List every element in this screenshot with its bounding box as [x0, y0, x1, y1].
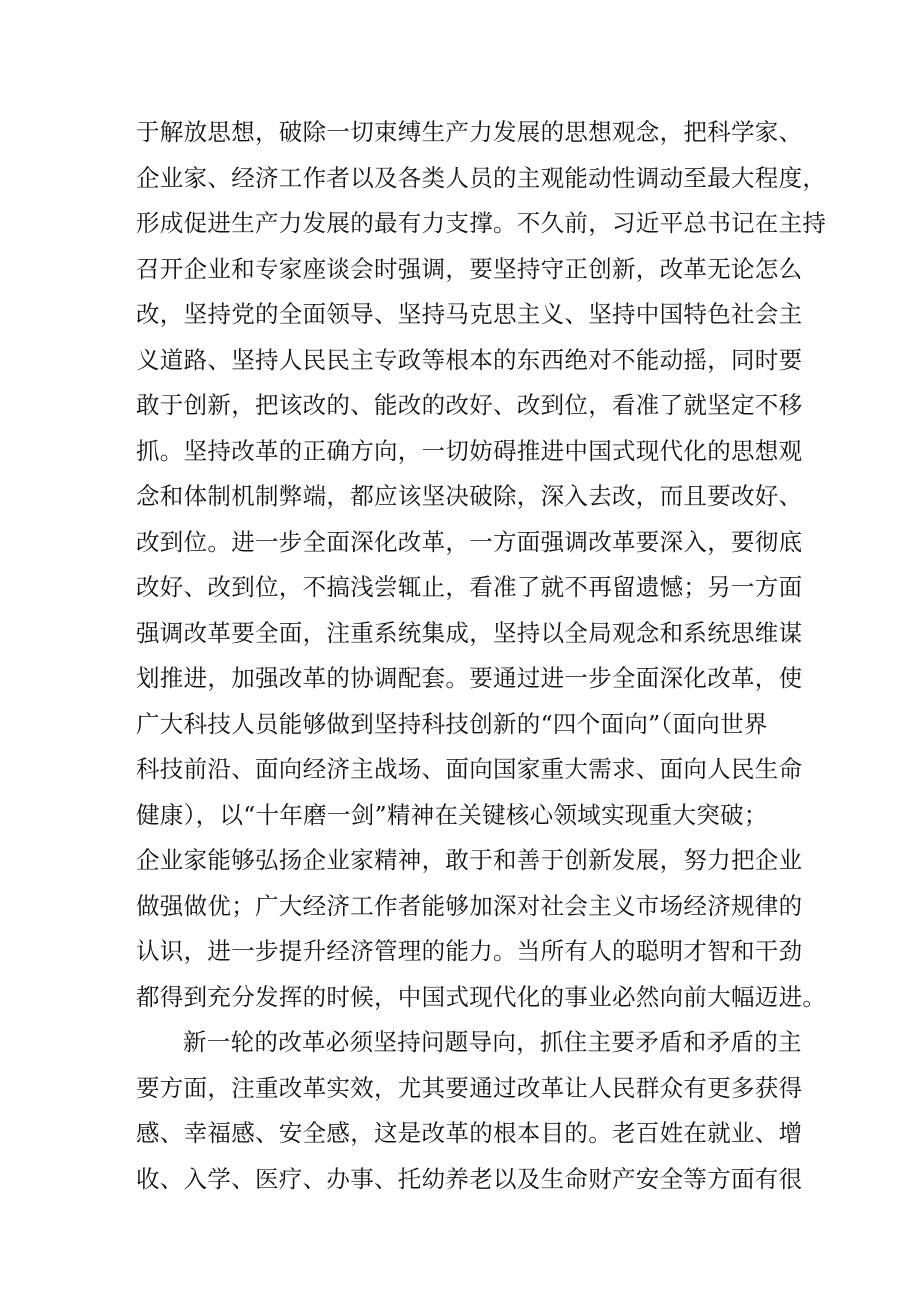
- text-line: 认识，进一步提升经济管理的能力。当所有人的聪明才智和干劲: [136, 937, 803, 965]
- text-line: 企业家能够弘扬企业家精神，敢于和善于创新发展，努力把企业: [136, 846, 803, 874]
- body-text: [136, 110, 827, 1202]
- text-line: 感、幸福感、安全感，这是改革的根本目的。老百姓在就业、增: [136, 1119, 803, 1147]
- text-line: 企业家、经济工作者以及各类人员的主观能动性调动至最大程度，: [136, 163, 827, 192]
- text-line: 敢于创新，把该改的、能改的改好、改到位，看准了就坚定不移: [136, 391, 803, 419]
- paragraph-start-line: 新一轮的改革必须坚持问题导向，抓住主要矛盾和矛盾的主: [183, 1028, 802, 1056]
- text-line: 改，坚持党的全面领导、坚持马克思主义、坚持中国特色社会主: [136, 300, 803, 328]
- text-line: 广大科技人员能够做到坚持科技创新的“四个面向”（面向世界: [136, 709, 768, 738]
- text-line: 义道路、坚持人民民主专政等根本的东西绝对不能动摇，同时要: [136, 345, 803, 374]
- text-line: 划推进，加强改革的协调配套。要通过进一步全面深化改革，使: [136, 664, 803, 692]
- text-line: 改好、改到位，不搞浅尝辄止，看准了就不再留遗憾；另一方面: [136, 573, 803, 601]
- text-line: 健康），以“十年磨一剑”精神在关键核心领域实现重大突破；: [136, 800, 768, 829]
- text-line: 强调改革要全面，注重系统集成，坚持以全局观念和系统思维谋: [136, 618, 803, 647]
- text-line: 都得到充分发挥的时候，中国式现代化的事业必然向前大幅迈进。: [136, 982, 827, 1011]
- text-line: 念和体制机制弊端，都应该坚决破除，深入去改，而且要改好、: [136, 482, 803, 510]
- text-line: 做强做优；广大经济工作者能够加深对社会主义市场经济规律的: [136, 891, 803, 920]
- text-line: 抓。坚持改革的正确方向，一切妨碍推进中国式现代化的思想观: [136, 436, 803, 465]
- text-line: 于解放思想，破除一切束缚生产力发展的思想观念，把科学家、: [136, 118, 803, 146]
- text-line: 收、入学、医疗、办事、托幼养老以及生命财产安全等方面有很: [136, 1164, 803, 1193]
- text-line: 召开企业和专家座谈会时强调，要坚持守正创新，改革无论怎么: [136, 254, 803, 283]
- text-line: 形成促进生产力发展的最有力支撑。不久前，习近平总书记在主持: [136, 209, 827, 237]
- text-line: 改到位。进一步全面深化改革，一方面强调改革要深入，要彻底: [136, 527, 803, 556]
- text-line: 要方面，注重改革实效，尤其要通过改革让人民群众有更多获得: [136, 1073, 803, 1102]
- text-line: 科技前沿、面向经济主战场、面向国家重大需求、面向人民生命: [136, 755, 803, 783]
